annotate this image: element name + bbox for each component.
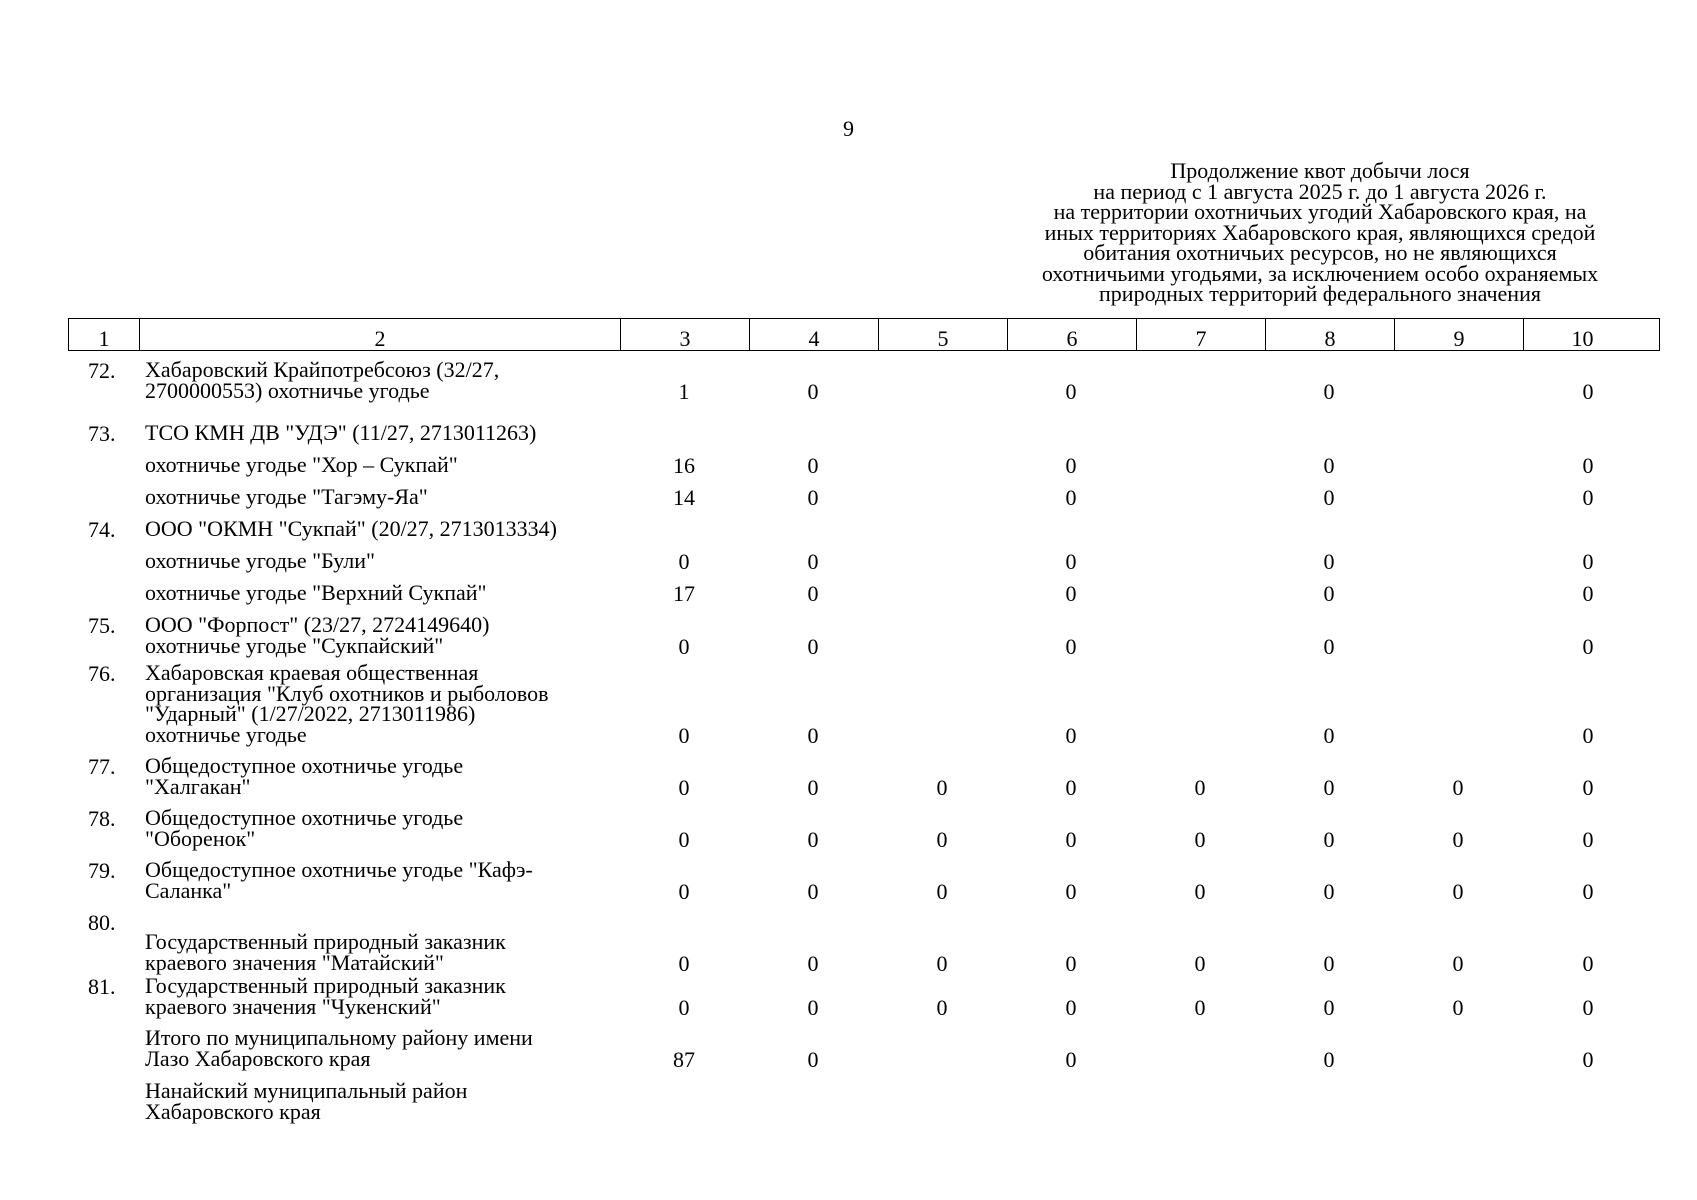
row-name-line: Лазо Хабаровского края (145, 1045, 371, 1071)
row-name-line: охотничье угодье "Тагэму-Яа" (145, 484, 428, 509)
value-cell-col4: 0 (807, 633, 819, 659)
caption-line: на территории охотничьих угодий Хабаровского края, на (1053, 199, 1587, 224)
value-cell-col3: 87 (673, 1046, 695, 1072)
value-cell-col8: 0 (1323, 453, 1335, 478)
caption-line: Продолжение квот добычи лося (1170, 158, 1470, 183)
value-cell-col9: 0 (1452, 826, 1464, 852)
row-name (145, 452, 615, 477)
value-cell-col4: 0 (807, 485, 819, 510)
value-cell-col4: 0 (807, 994, 819, 1020)
value-cell-col3: 0 (678, 994, 690, 1020)
value-cell-col6: 0 (1065, 994, 1077, 1020)
table-row (0, 516, 1697, 551)
caption-line: на период с 1 августа 2025 г. до 1 августа 2026 г. (1093, 178, 1547, 204)
row-number: 72. (88, 358, 116, 383)
value-cell-col6: 0 (1065, 1046, 1077, 1072)
value-cell-col7: 0 (1194, 826, 1206, 852)
value-cell-col10: 0 (1582, 378, 1594, 404)
row-name (145, 357, 615, 403)
table-row (0, 660, 1697, 756)
row-name (145, 1078, 615, 1124)
table-row (0, 805, 1697, 860)
row-name-line: Общедоступное охотничье угодье (145, 805, 464, 830)
value-cell-col10: 0 (1582, 453, 1594, 478)
row-name (145, 929, 615, 975)
value-cell-col3: 0 (678, 633, 690, 659)
value-cell-col6: 0 (1065, 774, 1077, 800)
row-name-line: "Оборенок" (145, 825, 256, 851)
row-name-line: охотничье угодье "Хор – Сукпай" (145, 452, 458, 477)
value-cell-col3: 0 (678, 878, 690, 904)
row-number: 75. (88, 613, 116, 638)
value-cell-col10: 0 (1582, 878, 1594, 904)
row-name (145, 1025, 615, 1071)
header-cell-8: 8 (1265, 319, 1394, 350)
value-cell-col3: 0 (678, 549, 690, 574)
value-cell-col7: 0 (1194, 878, 1206, 904)
caption-line: охотничьими угодьями, за исключением особо охраняемых (1041, 260, 1599, 286)
value-cell-col4: 0 (807, 549, 819, 574)
table-row (0, 1078, 1697, 1141)
value-cell-col10: 0 (1582, 950, 1594, 976)
value-cell-col9: 0 (1452, 994, 1464, 1020)
row-name (145, 660, 615, 747)
value-cell-col9: 0 (1452, 878, 1464, 904)
value-cell-col3: 0 (678, 826, 690, 852)
row-name-line: охотничье угодье "Верхний Сукпай" (145, 580, 487, 605)
value-cell-col8: 0 (1323, 633, 1335, 659)
table-header (68, 318, 1660, 351)
row-number: 80. (88, 910, 116, 935)
table-caption (1010, 158, 1630, 306)
table-row (0, 973, 1697, 1028)
value-cell-col10: 0 (1582, 549, 1594, 574)
value-cell-col6: 0 (1065, 950, 1077, 976)
value-cell-col6: 0 (1065, 453, 1077, 478)
table-row (0, 420, 1697, 455)
table-row (0, 1025, 1697, 1081)
value-cell-col10: 0 (1582, 1046, 1594, 1072)
row-name (145, 612, 615, 658)
value-cell-col3: 17 (673, 581, 695, 606)
value-cell-col4: 0 (807, 581, 819, 606)
row-name-line: Государственный природный заказник (145, 929, 506, 954)
row-name-line: Саланка" (145, 877, 232, 903)
row-name (145, 973, 615, 1019)
row-number: 73. (88, 421, 116, 446)
row-name-line: краевого значения "Чукенский" (145, 993, 441, 1019)
value-cell-col10: 0 (1582, 722, 1594, 748)
value-cell-col9: 0 (1452, 950, 1464, 976)
header-cell-1: 1 (98, 326, 110, 351)
caption-line: иных территориях Хабаровского края, являющихся средой (1044, 219, 1596, 245)
row-number: 76. (88, 661, 116, 686)
value-cell-col8: 0 (1323, 485, 1335, 510)
table-row (0, 580, 1697, 615)
value-cell-col8: 0 (1323, 950, 1335, 976)
row-number: 78. (88, 806, 116, 831)
value-cell-col4: 0 (807, 774, 819, 800)
row-name-line: охотничье угодье (145, 721, 307, 747)
value-cell-col7: 0 (1194, 774, 1206, 800)
value-cell-col8: 0 (1323, 378, 1335, 404)
row-name-line: охотничье угодье "Були" (145, 548, 376, 573)
value-cell-col4: 0 (807, 878, 819, 904)
table-row (0, 357, 1697, 423)
value-cell-col4: 0 (807, 722, 819, 748)
row-name-line: "Халгакан" (145, 773, 251, 799)
caption-line: природных территорий федерального значения (1099, 281, 1541, 306)
value-cell-col6: 0 (1065, 485, 1077, 510)
value-cell-col6: 0 (1065, 722, 1077, 748)
value-cell-col6: 0 (1065, 378, 1077, 404)
value-cell-col4: 0 (807, 453, 819, 478)
row-name-line: Общедоступное охотничье угодье "Кафэ- (145, 857, 533, 882)
row-name-line: 2700000553) охотничье угодье (145, 377, 430, 403)
value-cell-col4: 0 (807, 378, 819, 404)
row-name (145, 484, 615, 509)
value-cell-col8: 0 (1323, 549, 1335, 574)
row-number: 81. (88, 974, 116, 999)
row-name-line: Государственный природный заказник (145, 973, 506, 998)
header-cell-7: 7 (1136, 319, 1265, 350)
row-name (145, 857, 615, 903)
value-cell-col4: 0 (807, 826, 819, 852)
value-cell-col8: 0 (1323, 826, 1335, 852)
header-cell-5: 5 (878, 319, 1007, 350)
value-cell-col3: 1 (678, 378, 690, 404)
value-cell-col9: 0 (1452, 774, 1464, 800)
value-cell-col7: 0 (1194, 994, 1206, 1020)
row-name (145, 516, 615, 541)
page-number: 9 (843, 116, 854, 141)
value-cell-col8: 0 (1323, 878, 1335, 904)
value-cell-col5: 0 (936, 826, 948, 852)
value-cell-col10: 0 (1582, 485, 1594, 510)
value-cell-col8: 0 (1323, 581, 1335, 606)
row-name-line: ООО "Форпост" (23/27, 2724149640) (145, 612, 490, 637)
value-cell-col10: 0 (1582, 581, 1594, 606)
row-name-line: Общедоступное охотничье угодье (145, 753, 464, 778)
row-name-line: Нанайский муниципальный район (145, 1078, 468, 1103)
row-number: 74. (88, 517, 116, 542)
header-cell-10: 10 (1523, 319, 1641, 350)
table-row (0, 753, 1697, 808)
value-cell-col7: 0 (1194, 950, 1206, 976)
row-name-line: охотничье угодье "Сукпайский" (145, 632, 444, 658)
value-cell-col10: 0 (1582, 994, 1594, 1020)
table-row (0, 912, 1697, 976)
value-cell-col3: 14 (673, 485, 695, 510)
table-row (0, 484, 1697, 519)
row-number: 77. (88, 754, 116, 779)
value-cell-col6: 0 (1065, 633, 1077, 659)
row-name-line: Хабаровского края (145, 1098, 321, 1124)
value-cell-col5: 0 (936, 950, 948, 976)
value-cell-col8: 0 (1323, 994, 1335, 1020)
value-cell-col3: 0 (678, 950, 690, 976)
value-cell-col6: 0 (1065, 826, 1077, 852)
value-cell-col5: 0 (936, 774, 948, 800)
caption-line: обитания охотничьих ресурсов, но не являющихся (1083, 240, 1557, 265)
value-cell-col10: 0 (1582, 633, 1594, 659)
header-cell-9: 9 (1394, 319, 1523, 350)
value-cell-col5: 0 (936, 994, 948, 1020)
table-row (0, 857, 1697, 912)
row-number: 79. (88, 858, 116, 883)
row-name-line: ООО "ОКМН "Сукпай" (20/27, 2713013334) (145, 516, 558, 541)
value-cell-col8: 0 (1323, 1046, 1335, 1072)
value-cell-col10: 0 (1582, 774, 1594, 800)
row-name-line: Итого по муниципальному району имени (145, 1025, 533, 1050)
value-cell-col10: 0 (1582, 826, 1594, 852)
value-cell-col4: 0 (807, 950, 819, 976)
value-cell-col8: 0 (1323, 722, 1335, 748)
row-name (145, 805, 615, 851)
value-cell-col6: 0 (1065, 581, 1077, 606)
header-cell-4: 4 (749, 319, 878, 350)
table-row (0, 612, 1697, 663)
value-cell-col5: 0 (936, 878, 948, 904)
value-cell-col3: 0 (678, 774, 690, 800)
row-name-line: краевого значения "Матайский" (145, 949, 444, 975)
row-name (145, 420, 615, 445)
row-name (145, 548, 615, 573)
value-cell-col3: 16 (673, 453, 695, 478)
row-name-line: Хабаровский Крайпотребсоюз (32/27, (145, 357, 500, 382)
value-cell-col3: 0 (678, 722, 690, 748)
row-name-line: организация "Клуб охотников и рыболовов (145, 680, 549, 706)
row-name-line: "Ударный" (1/27/2022, 2713011986) (145, 701, 476, 726)
value-cell-col4: 0 (807, 1046, 819, 1072)
table-row (0, 548, 1697, 583)
table-row (0, 452, 1697, 487)
row-name (145, 753, 615, 799)
value-cell-col8: 0 (1323, 774, 1335, 800)
value-cell-col6: 0 (1065, 549, 1077, 574)
header-cell-3: 3 (620, 319, 749, 350)
header-cell-6: 6 (1007, 319, 1136, 350)
row-name-line: Хабаровская краевая общественная (145, 660, 479, 685)
value-cell-col6: 0 (1065, 878, 1077, 904)
row-name-line: ТСО КМН ДВ "УДЭ" (11/27, 2713011263) (145, 420, 537, 445)
row-name (145, 580, 615, 605)
header-cell-2: 2 (139, 319, 620, 350)
